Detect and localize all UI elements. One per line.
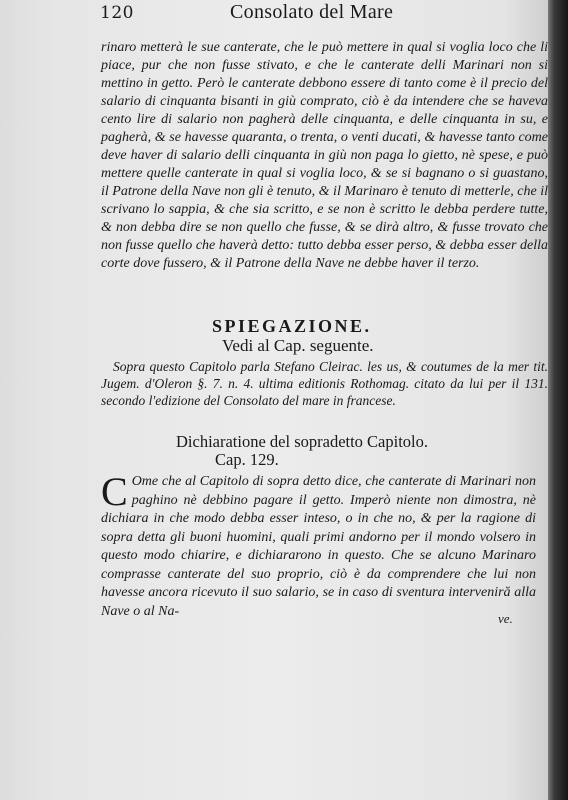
page-header — [100, 1, 550, 29]
page-edge-shadow — [548, 0, 568, 800]
main-text-block — [101, 39, 548, 273]
catchword: ve. — [498, 611, 513, 626]
commentary-note — [101, 358, 548, 409]
declaration-title: Dichiaratione del sopradetto Capitolo. — [176, 432, 429, 451]
declaration-chapter: Cap. 129. — [215, 450, 279, 469]
note-paragraph: Sopra questo Capitolo parla Stefano Cleirac. les us, & coutumes de la mer tit. Jugem. d'Oleron §. 7. n. 4. ultima editionis Rothomag. citato da lui per il 131. secondo l'edizione del Consolato del mare in francese. — [101, 359, 548, 408]
drop-cap: C — [101, 469, 128, 514]
main-paragraph: rinaro metterà le sue canterate, che le può mettere in qual si voglia loco che li piace, pur che non fusse stivato, e che le canterate delli Marinari non si mettino in getto. Però le canterate debbono essere di tanto come è il precio del salario di cinquanta bisanti in giù comprato, ciò è da intendere che se haveva cento lire di salario non pagherà delle cinquanta, e delle cinquanta in su, e pagherà, & se havesse quaranta, o trenta, o venti ducati, & havesse tanto come deve haver di salario delli cinquanta in giù non paga lo gietto, nè spese, e può mettere quelle canterate in qual si voglia loco, & se si bagnano o si guastano, il Patrone della Nave non gli è tenuto, & il Marinaro è tenuto di metterle, che il scrivano lo sappia, & che sia scritto, e se non è scritto le debba perdere tutte, & non debba dire se non quello che fusse, & se dirà altro, & fusse trovato che non fusse quello che haverà detto: tutto debba esser perso, & debba esser della corte dove fussero, & il Patrone della Nave ne debbe haver il terzo. — [101, 40, 548, 271]
declaration-paragraph: Ome che al Capitolo di sopra detto dice, che canterate di Marinari non paghino nè debbino pagare il getto. Imperò niente non dimostra, nè dichiara in che modo debba esser inteso, o in che no, & per la ragione di sopra detta gli buoni huomini, quali primi andorno per il mondo volsero in questo modo chiarire, e dichiararono in questo. Che se alcuno Marinaro comprasse canterate del suo proprio, ciò è da comprendere che lui non havesse ancora ricevuto il suo salario, se in caso di sventura interveniră alla Nave o al Na- — [101, 474, 536, 619]
declaration-text-block — [101, 469, 536, 621]
section-subtitle: Vedi al Cap. seguente. — [222, 336, 374, 355]
section-title: SPIEGAZIONE. — [212, 316, 372, 336]
page-number: 120 — [100, 3, 134, 23]
running-title: Consolato del Mare — [230, 1, 394, 23]
